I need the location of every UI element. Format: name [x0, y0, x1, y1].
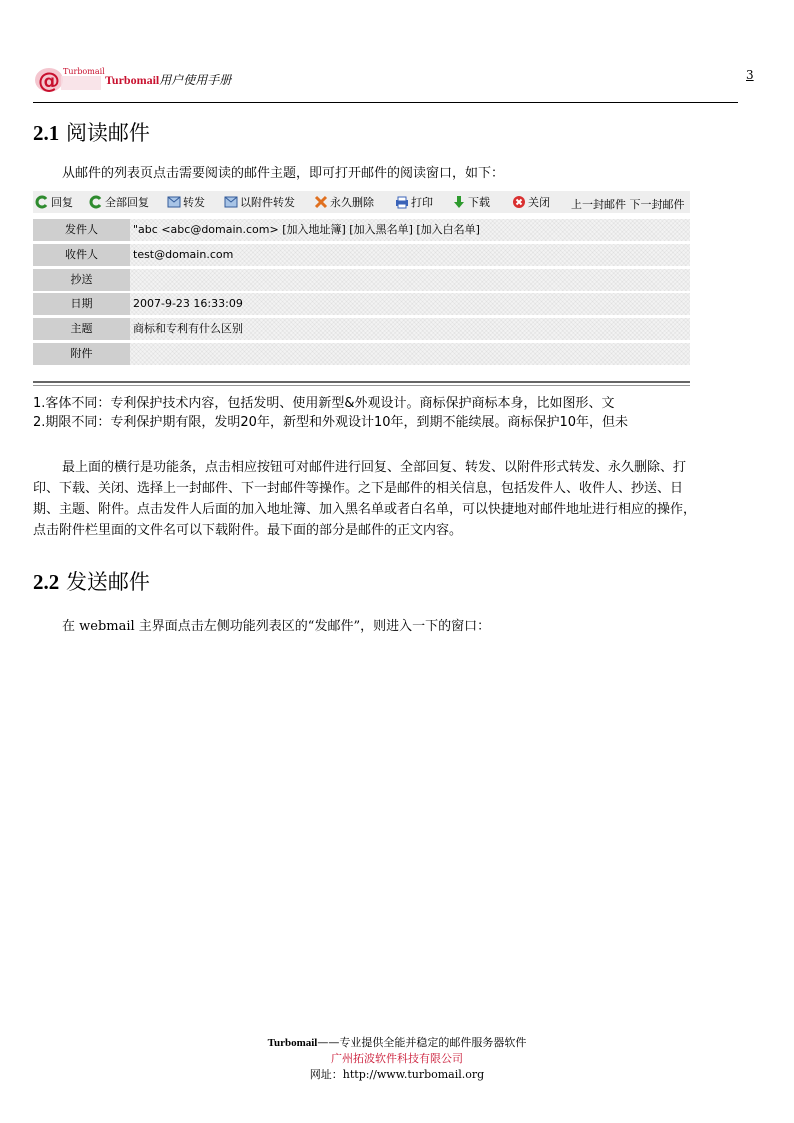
print-button[interactable]: 打印	[395, 194, 433, 210]
field-row-subject	[33, 318, 690, 340]
logo-text: Turbomail	[63, 67, 105, 76]
header-divider	[33, 102, 738, 103]
footer-tagline-text: ——专业提供全能并稳定的邮件服务器软件	[317, 1036, 527, 1049]
delete-forever-button[interactable]: 永久删除	[314, 194, 374, 210]
footer-website: 网址：http://www.turbomail.org	[309, 1068, 485, 1081]
from-label: 发件人	[33, 219, 130, 241]
forward-icon	[167, 195, 181, 209]
attachment-label: 附件	[33, 343, 130, 365]
svg-text:@: @	[38, 69, 60, 94]
footer-company: 广州拓波软件科技有限公司	[331, 1052, 463, 1065]
section-number: 2.1	[33, 121, 60, 145]
description-line: 最上面的横行是功能条，点击相应按钮可对邮件进行回复、全部回复、转发、以附件形式转发、永久删除、打	[62, 460, 687, 475]
mail-body-line: 1.客体不同：专利保护技术内容，包括发明、使用新型&外观设计。商标保护商标本身，比如图形、文	[33, 396, 615, 411]
prev-next-links[interactable]: 上一封邮件 下一封邮件	[571, 198, 685, 211]
reply-icon	[35, 195, 49, 209]
download-button[interactable]: 下载	[452, 194, 490, 210]
subject-value: 商标和专利有什么区别	[130, 318, 690, 340]
page-number: 3	[746, 68, 754, 82]
close-button[interactable]: 关闭	[512, 194, 550, 210]
field-row-cc	[33, 269, 690, 291]
body-separator-thin	[33, 385, 690, 386]
date-value: 2007-9-23 16:33:09	[130, 293, 690, 315]
header-title	[105, 71, 231, 88]
description-line: 点击附件栏里面的文件名可以下载附件。最下面的部分是邮件的正文内容。	[33, 523, 463, 538]
subject-label: 主题	[33, 318, 130, 340]
turbomail-logo	[33, 62, 105, 96]
description-line: 期、主题、附件。点击发件人后面的加入地址簿、加入黑名单或者白名单，可以快捷地对邮件地址进行相应的操作，	[33, 502, 697, 517]
field-row-attachment	[33, 343, 690, 365]
delete-x-icon	[314, 195, 328, 209]
mail-body-line: 2.期限不同：专利保护期有限，发明20年，新型和外观设计10年，到期不能续展。商标保护10年，但未	[33, 415, 629, 430]
download-arrow-icon	[452, 195, 466, 209]
section-number: 2.2	[33, 570, 60, 594]
printer-icon	[395, 195, 409, 209]
read-intro: 从邮件的列表页点击需要阅读的邮件主题，即可打开邮件的阅读窗口，如下：	[62, 166, 505, 181]
section-title: 阅读邮件	[65, 121, 150, 145]
footer-tagline	[0, 1034, 794, 1050]
field-row-from	[33, 219, 690, 241]
header-title-suffix: 用户使用手册	[159, 73, 232, 87]
to-label: 收件人	[33, 244, 130, 266]
section-heading-send	[33, 566, 150, 596]
send-intro: 在 webmail 主界面点击左侧功能列表区的“发邮件”，则进入一下的窗口：	[62, 619, 491, 634]
reply-all-button[interactable]: 全部回复	[89, 194, 149, 210]
section-title: 发送邮件	[65, 570, 150, 594]
forward-attachment-icon	[224, 195, 238, 209]
forward-button[interactable]: 转发	[167, 194, 205, 210]
mail-viewer-screenshot	[33, 191, 690, 428]
to-value: test@domain.com	[130, 244, 690, 266]
mail-toolbar	[33, 191, 690, 213]
attachment-value[interactable]	[130, 343, 690, 365]
from-value[interactable]: "abc <abc@domain.com> [加入地址簿] [加入黑名单] [加入白名单]	[130, 219, 690, 241]
footer-brand: Turbomail	[267, 1037, 318, 1049]
description-line: 印、下载、关闭、选择上一封邮件、下一封邮件等操作。之下是邮件的相关信息，包括发件人、收件人、抄送、日	[33, 481, 684, 496]
cc-label: 抄送	[33, 269, 130, 291]
reply-button[interactable]: 回复	[35, 194, 73, 210]
field-row-to	[33, 244, 690, 266]
close-icon	[512, 195, 526, 209]
date-label: 日期	[33, 293, 130, 315]
field-row-date	[33, 293, 690, 315]
forward-attachment-button[interactable]: 以附件转发	[224, 194, 295, 210]
cc-value	[130, 269, 690, 291]
body-separator	[33, 381, 690, 383]
reply-all-icon	[89, 195, 103, 209]
section-heading-read	[33, 117, 150, 147]
header-brand: Turbomail	[105, 73, 160, 87]
